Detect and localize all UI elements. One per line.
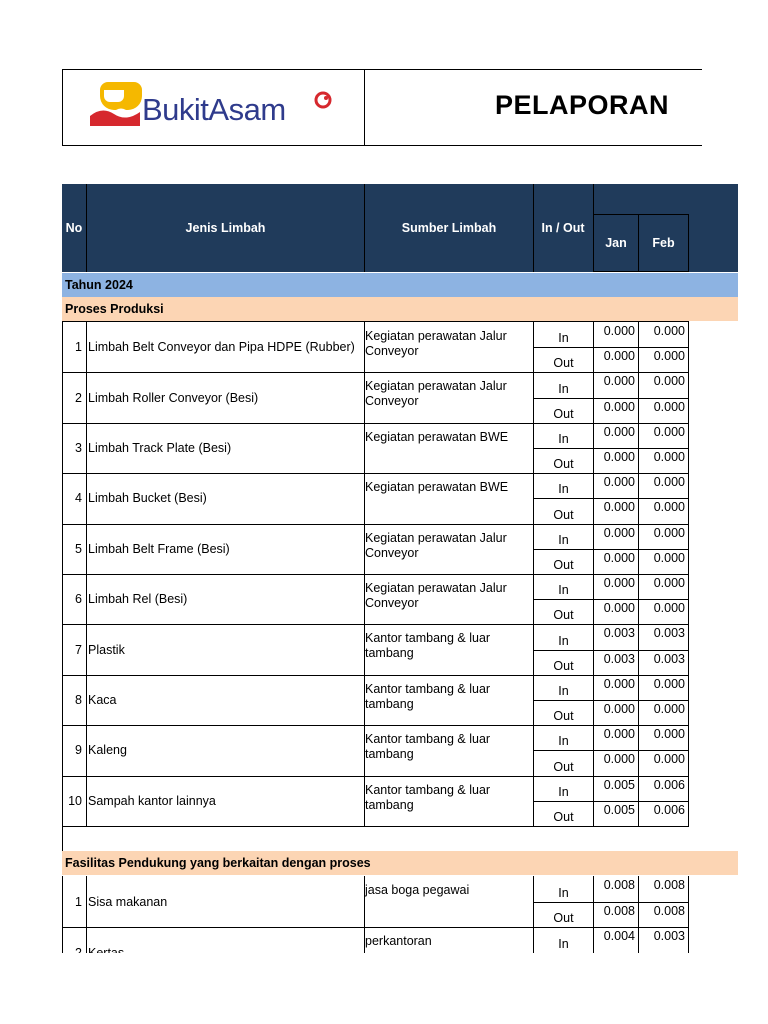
waste-source: Kegiatan perawatan Jalur Conveyor: [365, 329, 507, 358]
in-label: In: [558, 331, 569, 346]
year-band: Tahun 2024: [62, 273, 738, 297]
waste-source: Kegiatan perawatan BWE: [365, 480, 509, 495]
waste-type: Kaca: [88, 692, 117, 707]
value-out: 0.008: [653, 903, 685, 918]
row-number: 9: [75, 743, 82, 758]
out-label: Out: [553, 911, 574, 925]
value-out: 0.000: [603, 500, 635, 515]
in-label: In: [558, 431, 569, 446]
value-out: 0.000: [653, 349, 685, 364]
in-label: In: [558, 532, 569, 547]
waste-source: Kegiatan perawatan BWE: [365, 429, 509, 444]
in-label: In: [558, 482, 569, 497]
value-in: 0.000: [653, 525, 685, 540]
row-number: 1: [75, 340, 82, 355]
value-in: 0.000: [603, 324, 635, 338]
waste-source: Kegiatan perawatan Jalur Conveyor: [365, 581, 507, 610]
waste-source: Kegiatan perawatan Jalur Conveyor: [365, 379, 507, 409]
value-out: 0.000: [653, 752, 685, 767]
waste-source: Kegiatan perawatan Jalur Conveyor: [365, 530, 507, 560]
in-label: In: [558, 885, 569, 900]
value-in: 0.000: [653, 374, 685, 389]
value-in: 0.006: [653, 777, 685, 792]
value-in: 0.000: [603, 676, 635, 691]
value-in: 0.000: [603, 525, 635, 540]
value-in: 0.000: [653, 424, 685, 439]
row-number: 6: [75, 592, 82, 607]
value-in: 0.000: [603, 576, 635, 590]
value-in: 0.000: [653, 324, 685, 338]
value-in: 0.003: [653, 929, 685, 943]
row-number: 3: [75, 440, 82, 455]
value-out: 0.000: [653, 399, 685, 414]
row-number: 5: [75, 541, 82, 556]
col-month-feb: Feb: [652, 236, 675, 250]
value-in: 0.000: [603, 727, 635, 742]
out-label: Out: [553, 356, 574, 371]
out-label: Out: [553, 406, 574, 421]
value-out: 0.000: [603, 752, 635, 767]
value-in: 0.000: [653, 576, 685, 590]
value-in: 0.000: [653, 727, 685, 742]
col-in-out: In / Out: [541, 221, 585, 235]
waste-type: Limbah Bucket (Besi): [88, 491, 207, 506]
value-out: 0.000: [653, 500, 685, 515]
waste-source: Kantor tambang & luar tambang: [365, 631, 491, 661]
out-label: Out: [553, 759, 574, 774]
value-in: 0.000: [603, 475, 635, 490]
section-title-fasilitas-pendukung: Fasilitas Pendukung yang berkaitan dengan proses: [62, 851, 738, 875]
value-out: 0.000: [603, 702, 635, 716]
value-out: 0.003: [603, 651, 635, 666]
in-label: In: [558, 633, 569, 648]
value-in: 0.008: [603, 878, 635, 892]
waste-type: Plastik: [88, 642, 125, 657]
row-number: 1: [75, 894, 82, 909]
waste-type: Kaleng: [88, 743, 127, 758]
brand-name: BukitAsam: [142, 92, 286, 127]
value-out: 0.005: [603, 802, 635, 817]
value-in: 0.005: [603, 777, 635, 792]
value-out: 0.000: [653, 450, 685, 464]
waste-source: Kantor tambang & luar tambang: [365, 782, 491, 812]
out-label: Out: [553, 709, 574, 724]
waste-type: Limbah Rel (Besi): [88, 592, 188, 607]
waste-type: Limbah Track Plate (Besi): [88, 440, 232, 455]
in-label: In: [558, 936, 569, 951]
value-in: 0.000: [603, 424, 635, 439]
value-out: 0.000: [653, 702, 685, 716]
in-label: In: [558, 583, 569, 598]
value-in: 0.000: [653, 475, 685, 490]
value-out: 0.000: [653, 550, 685, 565]
out-label: Out: [553, 507, 574, 522]
col-month-jan: Jan: [605, 236, 627, 250]
value-in: 0.003: [603, 626, 635, 641]
col-no: No: [65, 221, 83, 235]
col-sumber-limbah: Sumber Limbah: [401, 221, 497, 235]
out-label: Out: [553, 457, 574, 472]
waste-source: perkantoran: [365, 934, 432, 948]
value-out: 0.000: [603, 349, 635, 364]
header-divider: [364, 69, 365, 146]
value-in: 0.008: [653, 878, 685, 892]
value-out: 0.000: [603, 601, 635, 616]
out-label: Out: [553, 809, 574, 824]
row-number: 10: [68, 793, 82, 808]
value-out: 0.000: [653, 601, 685, 616]
value-out: 0.003: [653, 651, 685, 666]
row-number: 7: [75, 642, 82, 657]
value-out: 0.000: [603, 399, 635, 414]
value-in: 0.003: [653, 626, 685, 641]
page-bottom-clip: [0, 953, 768, 1024]
waste-type: Limbah Belt Frame (Besi): [88, 541, 230, 556]
value-in: 0.004: [603, 929, 635, 943]
out-label: Out: [553, 658, 574, 673]
value-in: 0.000: [653, 676, 685, 691]
value-in: 0.000: [603, 374, 635, 389]
out-label: Out: [553, 608, 574, 623]
value-out: 0.006: [653, 802, 685, 817]
value-out: 0.008: [603, 903, 635, 918]
waste-type: Limbah Roller Conveyor (Besi): [88, 390, 259, 405]
waste-type: Sisa makanan: [88, 894, 168, 909]
in-label: In: [558, 734, 569, 749]
row-number: 8: [75, 692, 82, 707]
row-number: 2: [75, 390, 82, 405]
section-title-proses-produksi: Proses Produksi: [62, 297, 738, 321]
out-label: Out: [553, 557, 574, 572]
value-out: 0.000: [603, 450, 635, 464]
row-number: 4: [75, 491, 82, 506]
in-label: In: [558, 683, 569, 698]
in-label: In: [558, 784, 569, 799]
waste-source: jasa boga pegawai: [365, 883, 470, 897]
waste-type: Sampah kantor lainnya: [88, 793, 216, 808]
waste-source: Kantor tambang & luar tambang: [365, 732, 491, 762]
col-jenis-limbah: Jenis Limbah: [185, 221, 266, 235]
waste-type: Limbah Belt Conveyor dan Pipa HDPE (Rubber): [88, 340, 355, 355]
in-label: In: [558, 381, 569, 396]
waste-source: Kantor tambang & luar tambang: [365, 681, 491, 711]
page-title: PELAPORAN: [495, 90, 670, 120]
value-out: 0.000: [603, 550, 635, 565]
